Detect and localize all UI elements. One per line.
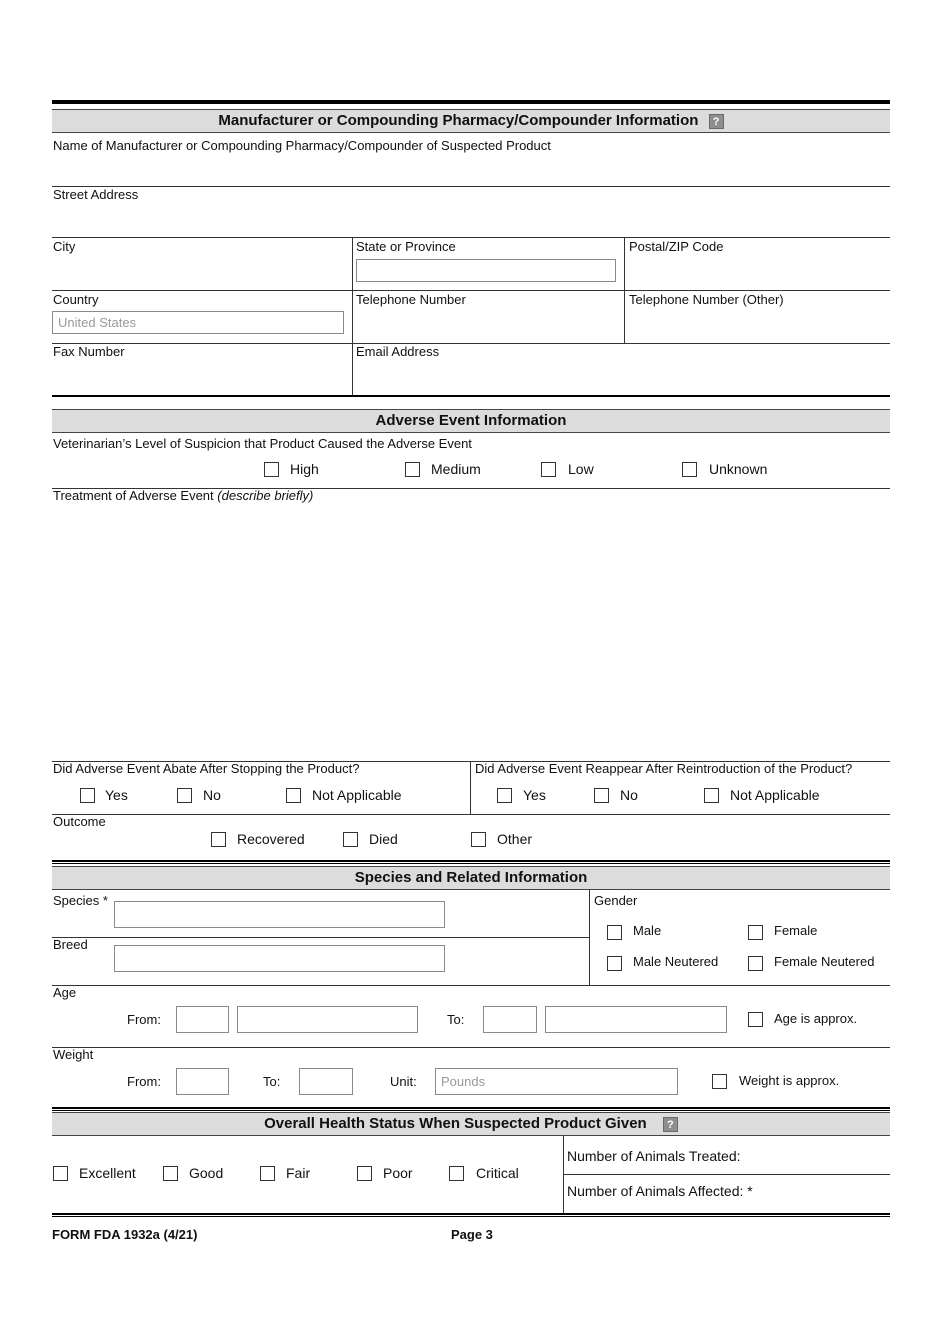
reappear-na-checkbox[interactable] — [704, 788, 719, 803]
age-approx-checkbox[interactable] — [748, 1012, 763, 1027]
abate-yes-checkbox[interactable] — [80, 788, 95, 803]
age-to-input[interactable] — [483, 1006, 537, 1033]
treatment-textarea[interactable] — [52, 506, 890, 760]
city-label: City — [53, 239, 76, 254]
outcome-other-checkbox[interactable] — [471, 832, 486, 847]
suspicion-medium-checkbox[interactable] — [405, 462, 420, 477]
phone-label: Telephone Number — [356, 292, 466, 307]
page-number: Page 3 — [451, 1227, 493, 1242]
suspicion-high-label: High — [290, 461, 319, 477]
gender-male-label: Male — [633, 923, 662, 938]
age-from-label: From: — [127, 1012, 161, 1027]
form-id: FORM FDA 1932a (4/21) — [52, 1227, 198, 1242]
suspicion-unknown-checkbox[interactable] — [682, 462, 697, 477]
age-approx-label: Age is approx. — [774, 1011, 858, 1026]
suspicion-high-checkbox[interactable] — [264, 462, 279, 477]
reappear-na-label: Not Applicable — [730, 787, 820, 803]
weight-from-label: From: — [127, 1074, 161, 1089]
outcome-recovered-label: Recovered — [237, 831, 305, 847]
gender-male-neutered-label: Male Neutered — [633, 954, 719, 969]
gender-female-neutered-label: Female Neutered — [774, 954, 875, 969]
fax-label: Fax Number — [53, 344, 125, 359]
gender-label: Gender — [594, 893, 638, 908]
reappear-yes-checkbox[interactable] — [497, 788, 512, 803]
health-excellent-checkbox[interactable] — [53, 1166, 68, 1181]
outcome-other-label: Other — [497, 831, 533, 847]
treatment-label: Treatment of Adverse Event (describe briefly) — [53, 488, 314, 503]
health-fair-label: Fair — [286, 1165, 311, 1181]
health-section-header — [52, 1112, 890, 1136]
weight-approx-label: Weight is approx. — [739, 1073, 840, 1088]
gender-female-neutered-checkbox[interactable] — [748, 956, 763, 971]
suspicion-low-checkbox[interactable] — [541, 462, 556, 477]
species-input[interactable] — [114, 901, 445, 928]
abate-yes-label: Yes — [105, 787, 128, 803]
health-poor-label: Poor — [383, 1165, 413, 1181]
outcome-recovered-checkbox[interactable] — [211, 832, 226, 847]
health-good-checkbox[interactable] — [163, 1166, 178, 1181]
abate-na-checkbox[interactable] — [286, 788, 301, 803]
section-top-rule — [52, 100, 890, 104]
gender-female-label: Female — [774, 923, 818, 938]
health-fair-checkbox[interactable] — [260, 1166, 275, 1181]
country-label: Country — [53, 292, 99, 307]
health-critical-checkbox[interactable] — [449, 1166, 464, 1181]
unit-label: Unit: — [390, 1074, 417, 1089]
age-to-label: To: — [447, 1012, 465, 1027]
suspicion-unknown-label: Unknown — [709, 461, 768, 477]
weight-from-input[interactable] — [176, 1068, 229, 1095]
outcome-died-checkbox[interactable] — [343, 832, 358, 847]
age-from-unit-select[interactable] — [237, 1006, 418, 1033]
health-section-title: Overall Health Status When Suspected Product Given — [264, 1115, 647, 1132]
breed-label: Breed — [53, 937, 88, 952]
species-section-title: Species and Related Information — [354, 869, 588, 886]
health-poor-checkbox[interactable] — [357, 1166, 372, 1181]
suspicion-low-label: Low — [568, 461, 594, 477]
species-section-header — [52, 866, 890, 890]
abate-no-label: No — [203, 787, 221, 803]
manufacturer-section-title: Manufacturer or Compounding Pharmacy/Compounder Information — [218, 112, 699, 129]
suspicion-label: Veterinarian’s Level of Suspicion that Product Caused the Adverse Event — [53, 436, 472, 451]
gender-female-checkbox[interactable] — [748, 925, 763, 940]
state-label: State or Province — [356, 239, 456, 254]
weight-approx-checkbox[interactable] — [712, 1074, 727, 1089]
reappear-no-checkbox[interactable] — [594, 788, 609, 803]
age-from-input[interactable] — [176, 1006, 229, 1033]
reappear-label: Did Adverse Event Reappear After Reintroduction of the Product? — [475, 761, 853, 776]
weight-label: Weight — [53, 1047, 94, 1062]
animals-treated-label: Number of Animals Treated: — [567, 1148, 741, 1164]
street-address-label: Street Address — [53, 187, 139, 202]
manufacturer-section-header — [52, 109, 890, 133]
abate-no-checkbox[interactable] — [177, 788, 192, 803]
reappear-no-label: No — [620, 787, 638, 803]
zip-label: Postal/ZIP Code — [629, 239, 724, 254]
help-icon[interactable]: ? — [663, 1117, 678, 1132]
help-icon[interactable]: ? — [709, 114, 724, 129]
weight-to-input[interactable] — [299, 1068, 353, 1095]
adverse-section-title: Adverse Event Information — [375, 412, 567, 429]
breed-input[interactable] — [114, 945, 445, 972]
gender-male-checkbox[interactable] — [607, 925, 622, 940]
outcome-died-label: Died — [369, 831, 398, 847]
outcome-label: Outcome — [53, 814, 106, 829]
health-critical-label: Critical — [476, 1165, 519, 1181]
species-label: Species * — [53, 893, 108, 908]
abate-label: Did Adverse Event Abate After Stopping the Product? — [53, 761, 360, 776]
state-input[interactable] — [356, 259, 616, 282]
animals-affected-label: Number of Animals Affected: * — [567, 1183, 753, 1199]
adverse-section-header — [52, 409, 890, 433]
email-label: Email Address — [356, 344, 440, 359]
unit-select[interactable]: Pounds — [435, 1068, 678, 1095]
health-good-label: Good — [189, 1165, 224, 1181]
health-excellent-label: Excellent — [79, 1165, 136, 1181]
age-label: Age — [53, 985, 77, 1000]
manufacturer-name-label: Name of Manufacturer or Compounding Pharmacy/Compounder of Suspected Product — [53, 138, 551, 153]
suspicion-medium-label: Medium — [431, 461, 481, 477]
country-select[interactable]: United States — [52, 311, 344, 334]
weight-to-label: To: — [263, 1074, 281, 1089]
phone-other-label: Telephone Number (Other) — [629, 292, 784, 307]
treatment-hint: (describe briefly) — [217, 488, 314, 503]
reappear-yes-label: Yes — [523, 787, 546, 803]
age-to-unit-select[interactable] — [545, 1006, 727, 1033]
gender-male-neutered-checkbox[interactable] — [607, 956, 622, 971]
abate-na-label: Not Applicable — [312, 787, 402, 803]
